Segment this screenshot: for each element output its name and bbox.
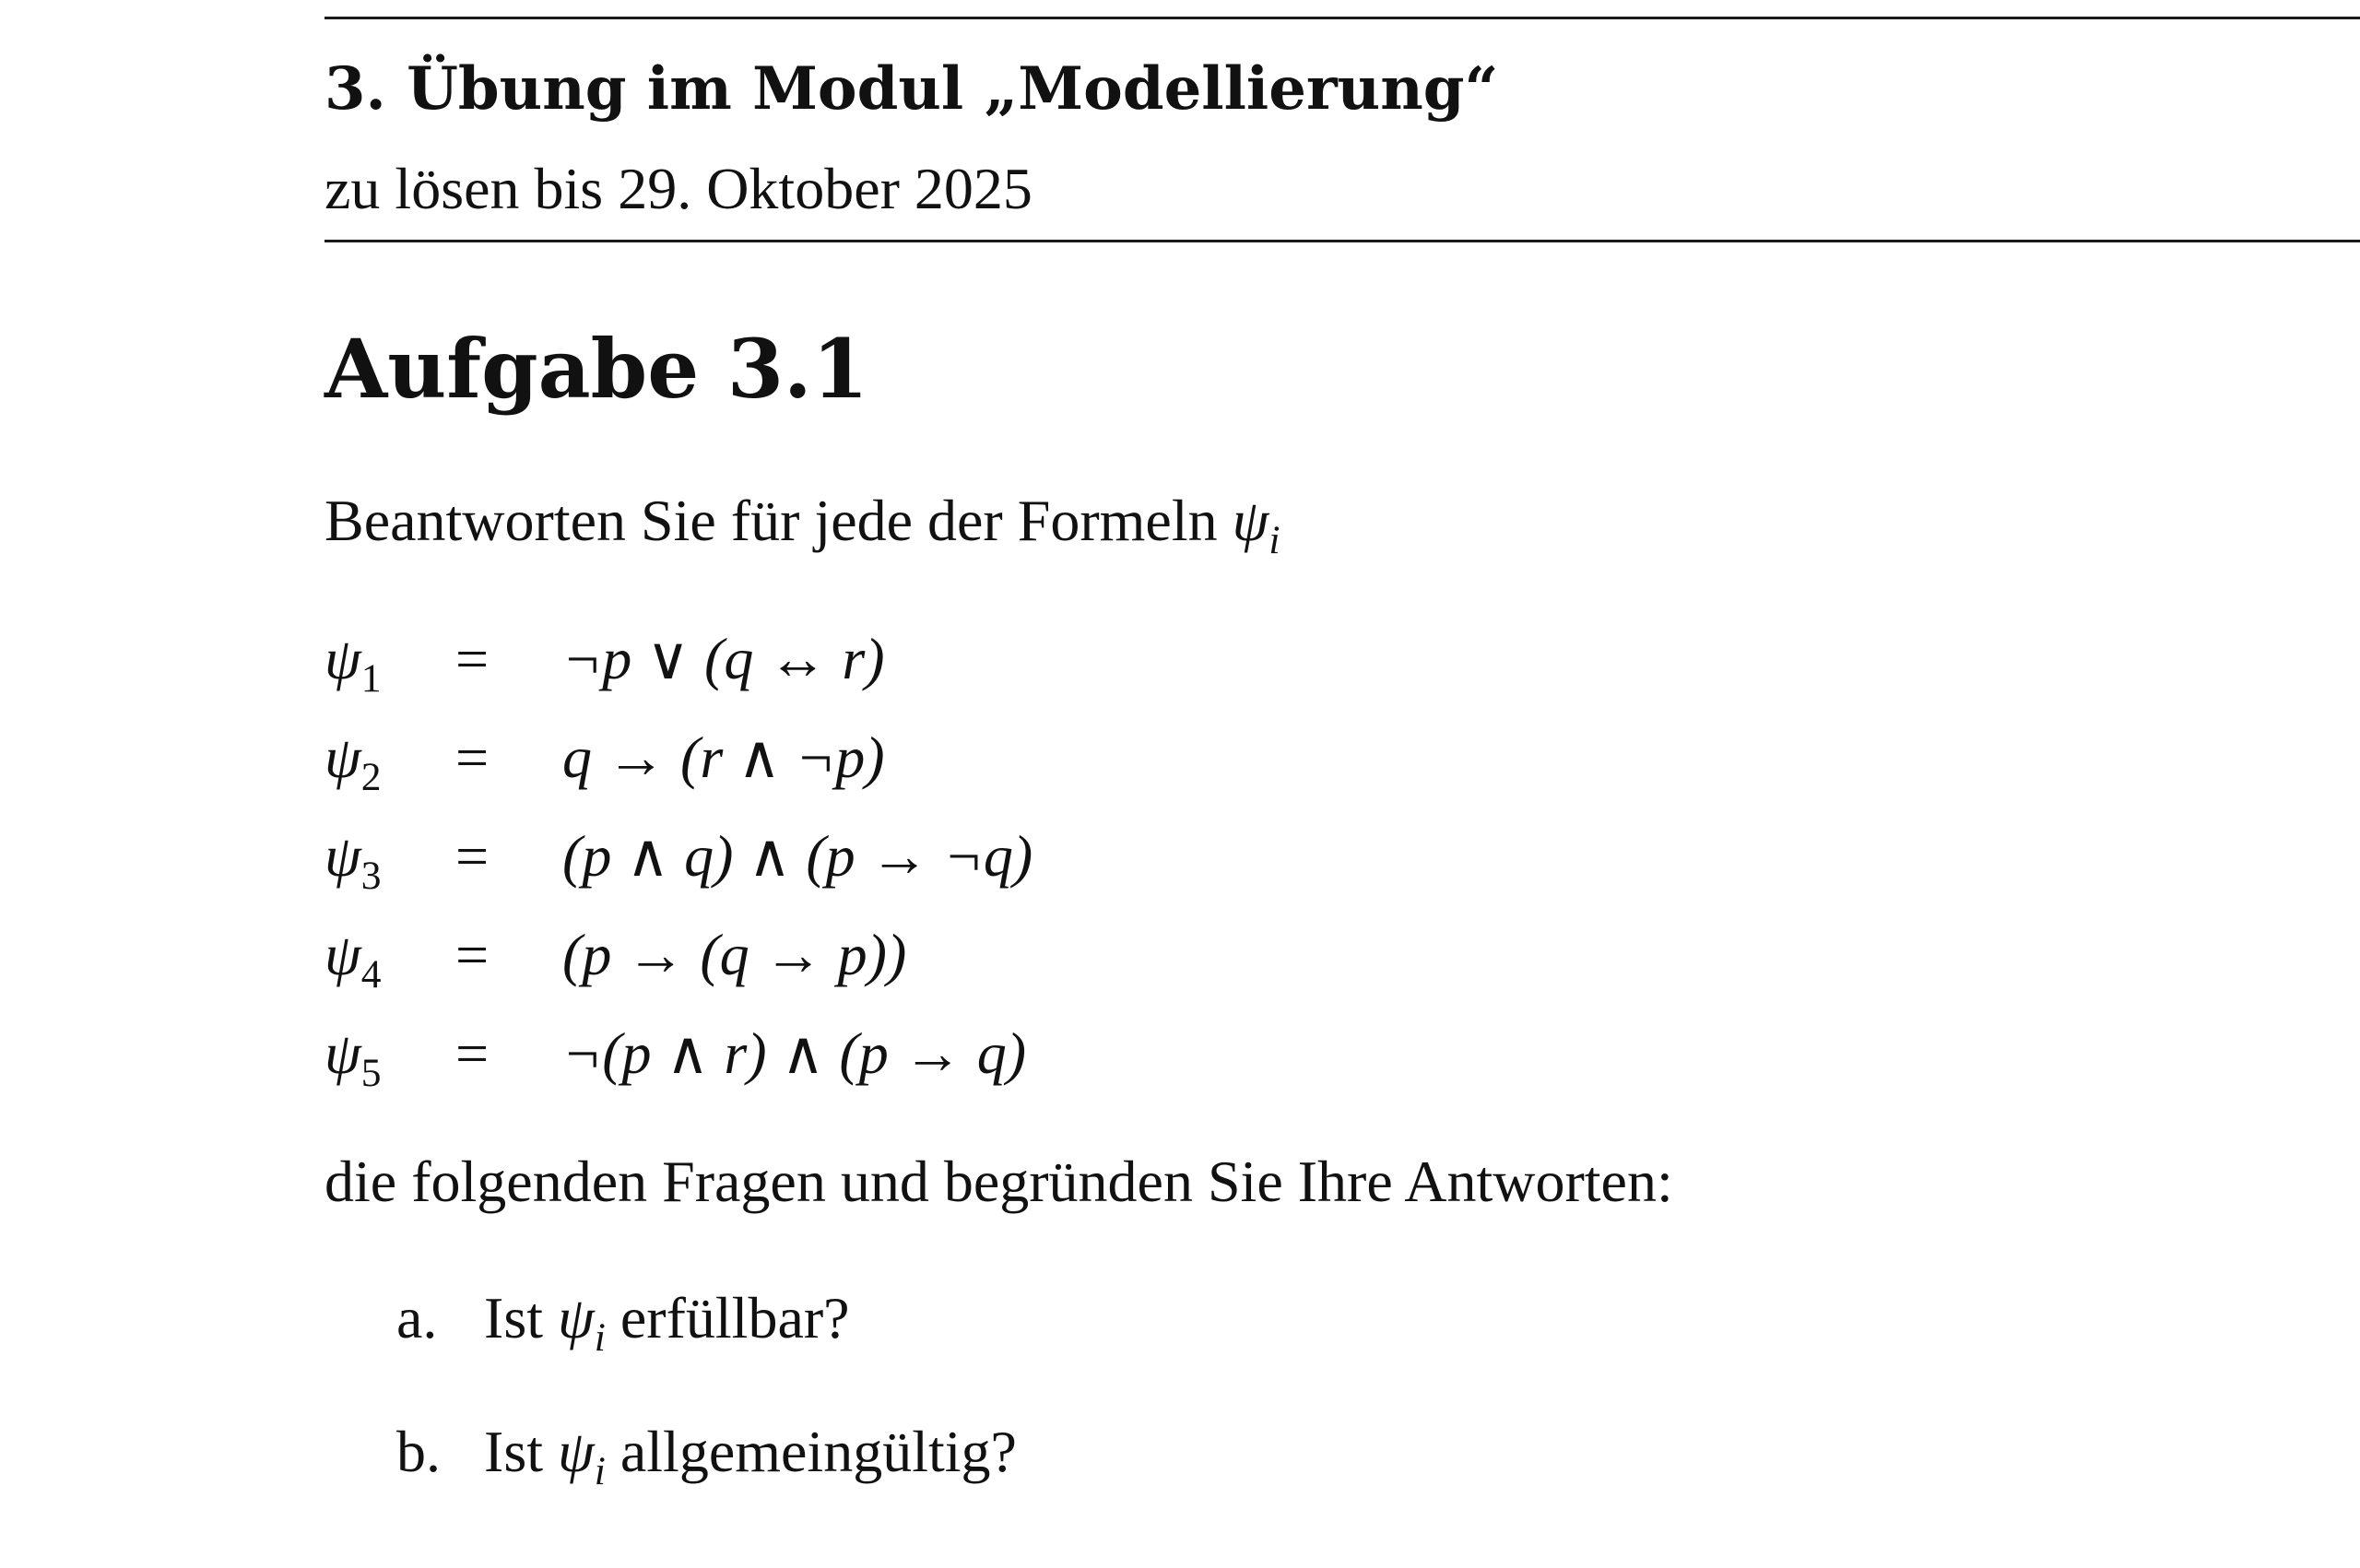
question-text-before: Ist (484, 1285, 543, 1350)
equals-sign: = (454, 725, 490, 790)
task-intro (324, 479, 1280, 582)
formula-expression: (p ∧ q) ∧ (p → ¬q) (562, 823, 1033, 889)
equals-sign: = (454, 823, 490, 889)
question-psi-symbol (558, 1419, 606, 1493)
formula-name (324, 815, 382, 917)
psi-index: i (1268, 517, 1280, 562)
formula-index: 3 (360, 853, 382, 898)
formula-expression: ¬(p ∧ r) ∧ (p → q) (562, 1020, 1027, 1086)
formula-name (324, 914, 382, 1016)
formula-index: 4 (360, 951, 382, 996)
formula-index: 1 (360, 655, 382, 701)
psi-letter: ψ (324, 823, 361, 889)
question-marker: b. (396, 1419, 441, 1484)
formula-name (324, 716, 382, 819)
psi-letter: ψ (324, 922, 361, 987)
question-item (396, 1410, 1017, 1544)
psi-index: i (594, 1315, 606, 1360)
question-item (396, 1277, 1017, 1410)
question-text-after: allgemeingültig? (620, 1419, 1017, 1484)
formula-name (324, 1012, 382, 1114)
psi-letter: ψ (324, 626, 361, 691)
psi-letter: ψ (324, 1020, 361, 1086)
formula-expression: (p → (q → p)) (562, 922, 907, 987)
question-text-before: Ist (484, 1419, 543, 1484)
formula-row (324, 618, 1800, 716)
top-rule (324, 17, 2360, 19)
formula-row (324, 914, 1800, 1012)
psi-letter: ψ (558, 1419, 595, 1484)
formula-row (324, 716, 1800, 815)
header-bottom-rule (324, 240, 2360, 242)
task-heading: Aufgabe 3.1 (324, 321, 868, 417)
question-psi-symbol (558, 1285, 606, 1360)
formula-expression: ¬p ∨ (q ↔ r) (562, 626, 885, 691)
formula-expression: q → (r ∧ ¬p) (562, 725, 885, 790)
psi-index: i (594, 1448, 606, 1493)
sheet-title: 3. Übung im Modul „Modellierung“ (324, 54, 1499, 124)
psi-letter: ψ (324, 725, 361, 790)
formula-row (324, 1012, 1800, 1111)
intro-psi-symbol (1232, 488, 1280, 562)
equals-sign: = (454, 626, 490, 691)
psi-letter: ψ (1232, 488, 1269, 553)
question-text-after: erfüllbar? (620, 1285, 850, 1350)
formula-list (324, 618, 1800, 1111)
due-date-line: zu lösen bis 29. Oktober 2025 (324, 156, 1032, 221)
formula-name (324, 618, 382, 720)
formula-index: 2 (360, 754, 382, 799)
equals-sign: = (454, 922, 490, 987)
formula-index: 5 (360, 1050, 382, 1095)
question-list (396, 1277, 1017, 1544)
equals-sign: = (454, 1020, 490, 1086)
question-marker: a. (396, 1285, 438, 1350)
intro-text: Beantworten Sie für jede der Formeln (324, 488, 1218, 553)
psi-letter: ψ (558, 1285, 595, 1350)
formula-row (324, 815, 1800, 914)
task-outro: die folgenden Fragen und begründen Sie Ihre Antworten: (324, 1149, 1673, 1214)
